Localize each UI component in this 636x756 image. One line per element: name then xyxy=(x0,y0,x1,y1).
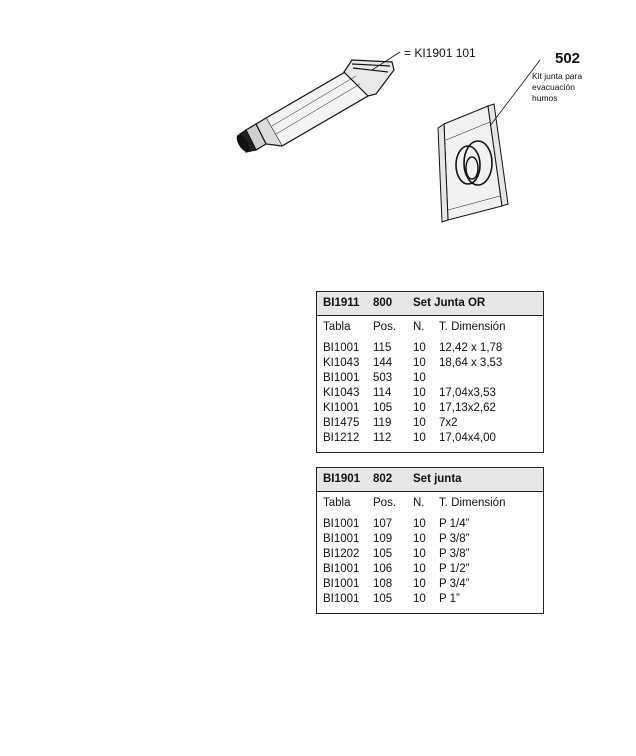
column-header: T. Dimensión xyxy=(439,321,506,333)
cell-tabla: KI1043 xyxy=(323,357,360,369)
table-row xyxy=(317,532,543,547)
cell-dimension: P 1” xyxy=(439,593,460,605)
cell-n: 10 xyxy=(413,578,426,590)
cell-dimension: 17,13x2,62 xyxy=(439,402,496,414)
cell-n: 10 xyxy=(413,533,426,545)
parts-table-set-junta xyxy=(316,467,544,614)
cell-pos: 119 xyxy=(373,417,392,429)
column-header-row xyxy=(317,496,543,511)
parts-illustration xyxy=(0,0,636,260)
cell-dimension: P 3/8” xyxy=(439,533,470,545)
cell-tabla: BI1001 xyxy=(323,578,360,590)
cell-tabla: BI1202 xyxy=(323,548,360,560)
cell-dimension: 17,04x4,00 xyxy=(439,432,496,444)
table-row xyxy=(317,386,543,401)
cell-pos: 108 xyxy=(373,578,393,590)
cell-n: 10 xyxy=(413,417,426,429)
kit-description xyxy=(532,71,612,104)
table-row xyxy=(317,577,543,592)
cell-n: 10 xyxy=(413,402,426,414)
seal-kit-bag-drawing xyxy=(438,104,508,222)
table-number: 800 xyxy=(373,297,393,309)
cell-pos: 144 xyxy=(373,357,393,369)
column-header: Tabla xyxy=(323,497,351,509)
table-title-bar xyxy=(317,292,543,316)
cell-tabla: KI1001 xyxy=(323,402,360,414)
tube-reference-label: = KI1901 101 xyxy=(404,46,476,60)
table-title-bar xyxy=(317,468,543,492)
cell-tabla: KI1043 xyxy=(323,387,360,399)
cell-dimension: 12,42 x 1,78 xyxy=(439,342,503,354)
cell-tabla: BI1212 xyxy=(323,432,360,444)
column-header: Tabla xyxy=(323,321,351,333)
cell-dimension: 7x2 xyxy=(439,417,458,429)
cell-n: 10 xyxy=(413,518,426,530)
cell-dimension: 17,04x3,53 xyxy=(439,387,496,399)
table-row xyxy=(317,517,543,532)
table-code: BI1911 xyxy=(323,297,360,309)
cell-dimension: P 1/2” xyxy=(439,563,470,575)
table-number: 802 xyxy=(373,473,393,485)
cell-n: 10 xyxy=(413,387,426,399)
cell-pos: 105 xyxy=(373,593,393,605)
table-row xyxy=(317,356,543,371)
kit-number-label: 502 xyxy=(555,50,581,67)
column-header-row xyxy=(317,320,543,335)
cell-n: 10 xyxy=(413,372,426,384)
cell-pos: 105 xyxy=(373,548,393,560)
cell-tabla: BI1001 xyxy=(323,518,360,530)
table-row xyxy=(317,547,543,562)
cell-tabla: BI1475 xyxy=(323,417,360,429)
cell-n: 10 xyxy=(413,342,426,354)
column-header: N. xyxy=(413,497,425,509)
table-row xyxy=(317,371,543,386)
cell-tabla: BI1001 xyxy=(323,342,360,354)
cell-dimension: P 3/4” xyxy=(439,578,470,590)
table-title: Set junta xyxy=(413,473,462,485)
table-code: BI1901 xyxy=(323,473,361,485)
cell-pos: 503 xyxy=(373,372,393,384)
cell-tabla: BI1001 xyxy=(323,533,360,545)
table-body xyxy=(317,517,543,607)
column-header: N. xyxy=(413,321,425,333)
cell-pos: 107 xyxy=(373,518,393,530)
table-row xyxy=(317,562,543,577)
kit-description-line: humos xyxy=(532,93,558,103)
cell-pos: 114 xyxy=(373,387,392,399)
cell-tabla: BI1001 xyxy=(323,593,360,605)
table-row xyxy=(317,592,543,607)
cell-n: 10 xyxy=(413,548,426,560)
cell-n: 10 xyxy=(413,563,426,575)
cell-pos: 105 xyxy=(373,402,393,414)
table-body xyxy=(317,341,543,446)
cell-dimension: P 3/8” xyxy=(439,548,470,560)
column-header: T. Dimensión xyxy=(439,497,506,509)
cell-n: 10 xyxy=(413,432,426,444)
cell-n: 10 xyxy=(413,593,426,605)
column-header: Pos. xyxy=(373,321,397,333)
cell-pos: 106 xyxy=(373,563,393,575)
cell-pos: 112 xyxy=(373,432,392,444)
kit-description-line: evacuación xyxy=(532,82,576,92)
table-row xyxy=(317,401,543,416)
cell-tabla: BI1001 xyxy=(323,372,360,384)
column-header: Pos. xyxy=(373,497,397,509)
table-row xyxy=(317,416,543,431)
table-row xyxy=(317,341,543,356)
kit-description-line: Kit junta para xyxy=(532,71,583,81)
cell-pos: 109 xyxy=(373,533,393,545)
parts-table-set-junta-or xyxy=(316,291,544,453)
cell-dimension: 18,64 x 3,53 xyxy=(439,357,503,369)
cell-n: 10 xyxy=(413,357,426,369)
sealant-tube-drawing xyxy=(235,60,394,153)
cell-tabla: BI1001 xyxy=(323,563,360,575)
cell-dimension: P 1/4” xyxy=(439,518,470,530)
table-row xyxy=(317,431,543,446)
cell-pos: 115 xyxy=(373,342,392,354)
table-title: Set Junta OR xyxy=(413,297,486,309)
